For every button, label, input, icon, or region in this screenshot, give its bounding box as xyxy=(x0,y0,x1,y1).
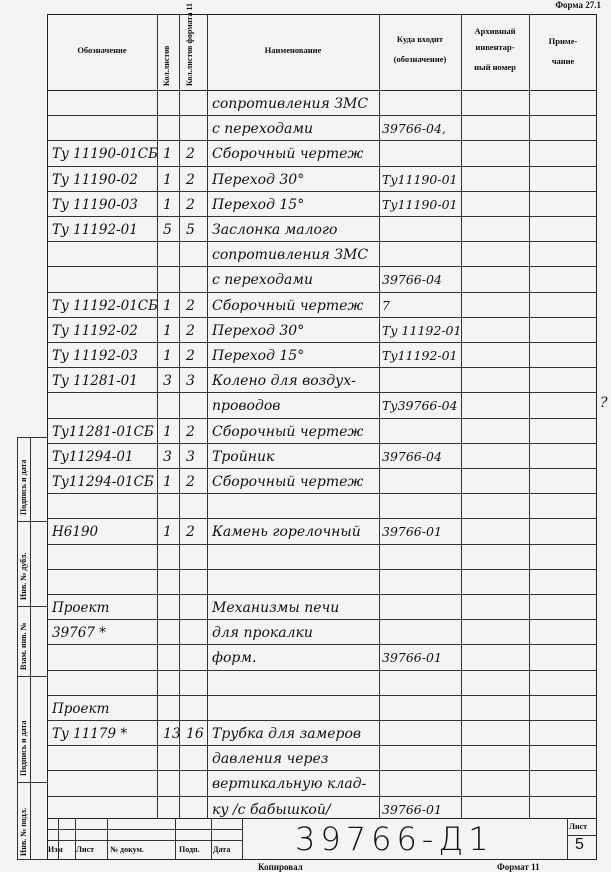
row-divider xyxy=(47,191,597,192)
row-divider xyxy=(47,342,597,343)
row-divider xyxy=(47,140,597,141)
row-sheets-format: 2 xyxy=(186,474,195,490)
row-divider xyxy=(47,292,597,293)
row-name: Сборочный чертеж xyxy=(212,474,364,490)
side-label-sign-date-1: Подпись и дата xyxy=(19,720,28,776)
row-divider xyxy=(47,392,597,393)
row-name: проводов xyxy=(212,398,281,415)
row-divider xyxy=(47,745,597,746)
row-divider xyxy=(47,720,597,721)
row-divider xyxy=(47,518,597,519)
row-divider xyxy=(47,216,597,217)
row-sheets-count: 3 xyxy=(163,448,172,465)
row-name: Сборочный чертеж xyxy=(212,423,364,440)
row-designation: Н6190 xyxy=(52,524,99,541)
row-sheets-count: 13 xyxy=(163,726,181,742)
row-divider xyxy=(47,468,597,469)
row-designation: Ту 11190-02 xyxy=(52,171,138,188)
row-name: Переход 30° xyxy=(212,171,305,188)
row-designation: Ту11294-01 xyxy=(52,448,134,465)
row-designation: Ту 11281-01 xyxy=(52,373,138,390)
tb-doc-no: № докум. xyxy=(110,845,144,854)
row-designation: Ту 11190-03 xyxy=(52,196,138,213)
row-designation: Ту 11192-02 xyxy=(52,322,138,339)
row-designation: Ту 11179 * xyxy=(52,726,128,742)
row-sheets-count: 1 xyxy=(163,297,172,314)
footer-copied: Копировал xyxy=(258,862,303,872)
header-archive-3: ный номер xyxy=(474,62,516,72)
row-name: Камень горелочный xyxy=(212,524,361,541)
row-divider xyxy=(47,166,597,167)
row-designation: Ту 11192-01 xyxy=(52,222,138,238)
row-sheets-count: 1 xyxy=(163,474,172,490)
tb-data: Дата xyxy=(213,845,231,854)
row-divider xyxy=(47,266,597,267)
row-name: для прокалки xyxy=(212,625,313,642)
row-where-used: Ту 11192-01 xyxy=(382,322,462,338)
row-divider xyxy=(47,644,597,645)
header-notes-2: чание xyxy=(551,56,575,66)
row-name: Колено для воздух- xyxy=(212,373,356,390)
header-archive-1: Архивный xyxy=(474,26,516,36)
row-divider xyxy=(47,241,597,242)
row-where-used: 7 xyxy=(382,297,390,313)
row-sheets-format: 2 xyxy=(186,348,195,364)
row-sheets-count: 1 xyxy=(163,146,172,163)
row-name: Механизмы печи xyxy=(212,600,340,616)
row-name: Трубка для замеров xyxy=(212,726,362,742)
side-label-inv-podl: Инв. № подл. xyxy=(19,807,28,856)
row-divider xyxy=(47,443,597,444)
row-where-used: Ту11192-01 xyxy=(382,348,458,363)
row-sheets-format: 2 xyxy=(186,423,195,440)
tb-izm: Изм xyxy=(48,845,63,854)
form-label: Форма 27.1 xyxy=(555,0,601,10)
row-sheets-format: 2 xyxy=(186,524,195,541)
row-sheets-format: 2 xyxy=(186,196,195,213)
row-name: ку /с бабышкой/ xyxy=(212,801,331,818)
row-where-used: 39766-01 xyxy=(382,801,442,817)
row-sheets-count: 1 xyxy=(163,322,172,339)
row-sheets-count: 1 xyxy=(163,171,172,188)
row-where-used: 39766-04 xyxy=(382,272,442,288)
tb-doc-code: 39766-Д1 xyxy=(295,820,494,858)
row-name: Переход 15° xyxy=(212,348,305,364)
row-designation: Проект xyxy=(52,600,110,616)
side-label-vzam-inv: Взам. инв. № xyxy=(19,622,28,670)
row-divider xyxy=(47,317,597,318)
row-divider xyxy=(47,493,597,494)
header-sheets-count: Кол.листов xyxy=(162,45,171,86)
row-name: с переходами xyxy=(212,272,314,289)
tb-sheet-no: 5 xyxy=(575,836,584,853)
row-where-used: 39766-04 xyxy=(382,448,442,464)
row-name: форм. xyxy=(212,650,257,667)
header-where-used-1: Куда входит xyxy=(396,34,444,44)
row-divider xyxy=(47,594,597,595)
side-label-sign-date-2: Подпись и дата xyxy=(19,459,28,515)
row-sheets-format: 2 xyxy=(186,171,195,188)
row-designation: Ту 11190-01СБ xyxy=(52,146,159,163)
row-name: Переход 30° xyxy=(212,322,305,339)
row-name: Сборочный чертеж xyxy=(212,297,364,314)
row-where-used: Ту11190-01 xyxy=(382,196,458,212)
tb-podp: Подп. xyxy=(179,845,200,854)
row-sheets-format: 2 xyxy=(186,297,195,314)
row-name: Тройник xyxy=(212,448,275,465)
header-name: Наименование xyxy=(264,45,322,55)
row-divider xyxy=(47,670,597,671)
row-divider xyxy=(47,796,597,797)
row-where-used: 39766-01 xyxy=(382,524,442,540)
row-divider xyxy=(47,619,597,620)
row-designation: Ту 11192-03 xyxy=(52,348,138,364)
row-divider xyxy=(47,544,597,545)
row-designation: Ту11294-01СБ xyxy=(52,474,154,490)
row-name: давления через xyxy=(212,751,329,768)
footer-format: Формат 11 xyxy=(497,862,540,872)
row-name: Сборочный чертеж xyxy=(212,146,364,163)
row-where-used: Ту11190-01 xyxy=(382,171,458,187)
row-divider xyxy=(47,695,597,696)
row-sheets-count: 1 xyxy=(163,196,172,213)
row-name: сопротивления ЗМС xyxy=(212,96,369,112)
margin-mark: ? xyxy=(600,395,608,411)
row-sheets-count: 1 xyxy=(163,348,172,364)
row-name: Переход 15° xyxy=(212,196,305,213)
row-divider xyxy=(47,418,597,419)
row-name: сопротивления ЗМС xyxy=(212,247,369,264)
row-sheets-format: 5 xyxy=(186,222,195,238)
row-divider xyxy=(47,367,597,368)
row-sheets-format: 16 xyxy=(186,726,204,742)
row-where-used: Ту39766-04 xyxy=(382,398,458,414)
row-where-used: 39766-01 xyxy=(382,650,442,666)
row-divider xyxy=(47,115,597,116)
tb-sheet-label: Лист xyxy=(569,822,588,831)
header-where-used-2: (обозначение) xyxy=(393,54,447,64)
row-designation: Ту 11192-01СБ xyxy=(52,297,159,314)
row-designation: Ту11281-01СБ xyxy=(52,423,154,440)
row-divider xyxy=(47,770,597,771)
row-name: с переходами xyxy=(212,121,314,138)
row-sheets-format: 2 xyxy=(186,322,195,339)
row-sheets-format: 3 xyxy=(186,448,195,465)
row-sheets-count: 3 xyxy=(163,373,172,390)
row-sheets-count: 1 xyxy=(163,524,172,541)
row-name: Заслонка малого xyxy=(212,222,338,238)
row-designation: Проект xyxy=(52,700,110,717)
header-designation: Обозначение xyxy=(77,45,127,55)
row-sheets-format: 3 xyxy=(186,373,195,390)
row-name: вертикальную клад- xyxy=(212,776,367,793)
row-sheets-count: 5 xyxy=(163,222,172,238)
header-sheets-format: Кол.листов формата 11 xyxy=(185,2,194,86)
row-sheets-count: 1 xyxy=(163,423,172,440)
row-divider xyxy=(47,569,597,570)
header-notes-1: Приме- xyxy=(548,36,578,46)
row-where-used: 39766-04, xyxy=(382,121,446,137)
row-designation: 39767 * xyxy=(52,625,106,642)
side-label-inv-dubl: Инв. № дубл. xyxy=(19,552,28,600)
row-sheets-format: 2 xyxy=(186,146,195,163)
tb-list: Лист xyxy=(76,845,95,854)
header-archive-2: инвентар- xyxy=(475,42,515,52)
